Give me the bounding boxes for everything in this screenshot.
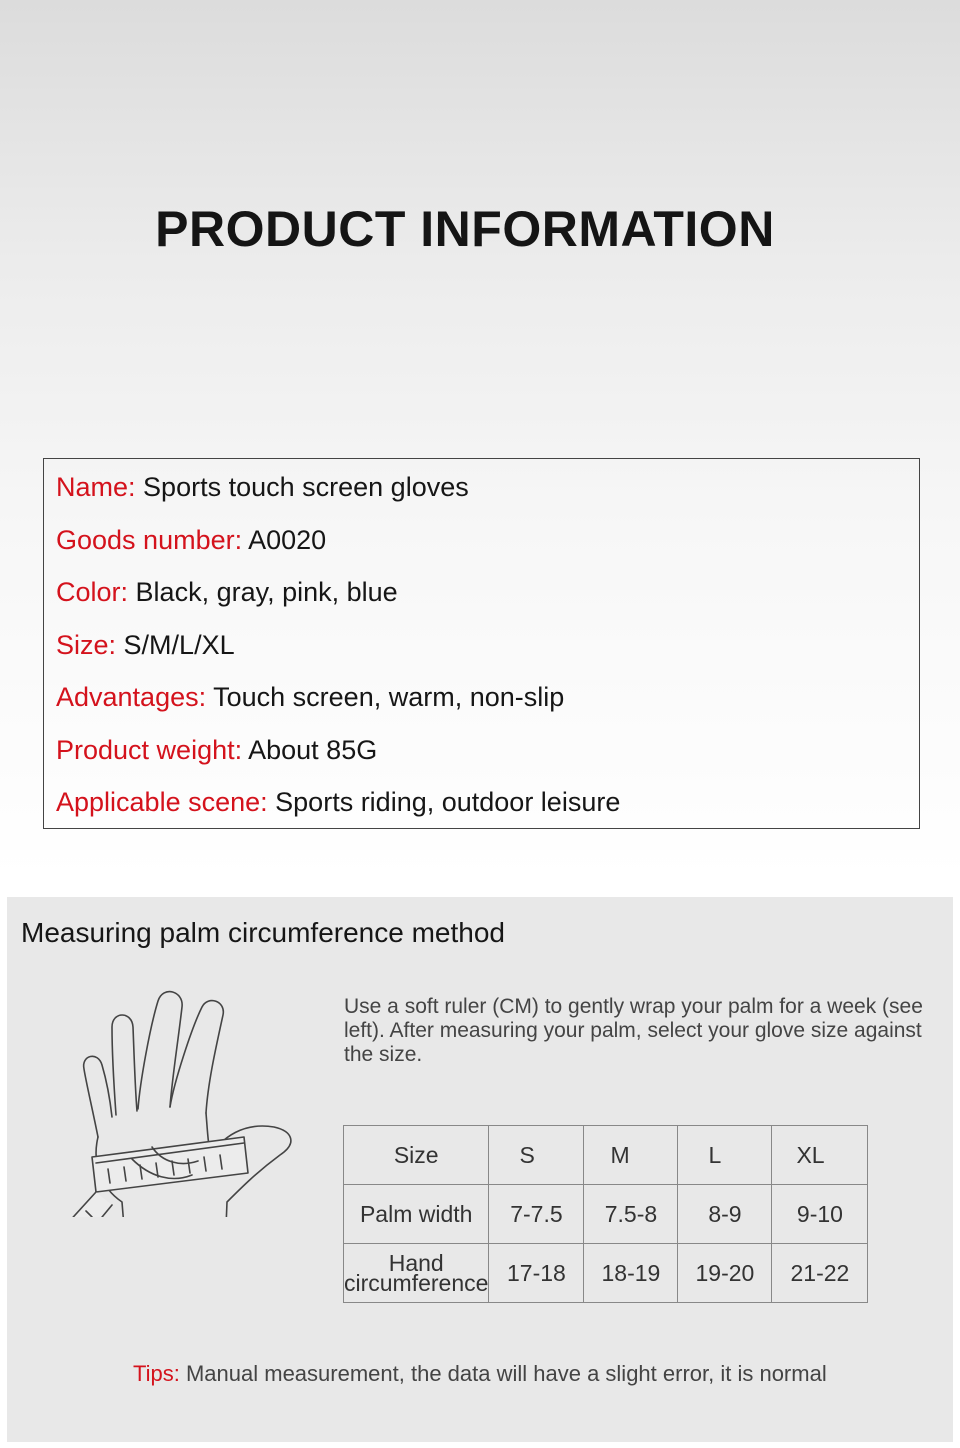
tips-text: Manual measurement, the data will have a slight error, it is normal <box>179 1361 827 1386</box>
info-row-scene <box>44 786 919 839</box>
info-key: Size: <box>56 629 117 660</box>
label-line: Hand <box>388 1250 444 1276</box>
table-cell: 8-9 <box>678 1185 772 1244</box>
info-row-goods-number <box>44 524 919 577</box>
info-row-size <box>44 629 919 682</box>
info-key: Name: <box>56 472 136 502</box>
table-row-label <box>344 1244 489 1303</box>
measure-description: Use a soft ruler (CM) to gently wrap your palm for a week (see left). After measuring your palm, select your glove size against the size. <box>344 995 923 1066</box>
table-cell: 21-22 <box>772 1244 868 1303</box>
table-header-cell: S <box>489 1126 584 1185</box>
info-value: About 85G <box>248 734 378 765</box>
size-table <box>343 1125 868 1303</box>
table-cell: 18-19 <box>584 1244 678 1303</box>
table-cell: 7.5-8 <box>584 1185 678 1244</box>
table-header-cell: Size <box>344 1126 489 1185</box>
table-row <box>344 1244 868 1303</box>
info-row-weight <box>44 734 919 787</box>
table-header-cell: M <box>584 1126 678 1185</box>
hand-measure-icon <box>12 987 322 1217</box>
info-row-name <box>44 471 919 524</box>
measure-title: Measuring palm circumference method <box>21 917 505 948</box>
info-key: Product weight: <box>56 734 243 765</box>
measure-panel <box>7 897 953 1442</box>
table-cell: 9-10 <box>772 1185 868 1244</box>
table-header-cell: L <box>678 1126 772 1185</box>
tips-line <box>133 1361 827 1387</box>
product-info-box <box>43 458 920 829</box>
page-title: PRODUCT INFORMATION <box>155 201 775 257</box>
table-header-cell: XL <box>772 1126 868 1185</box>
info-row-color <box>44 576 919 629</box>
info-value: Touch screen, warm, non-slip <box>213 682 565 712</box>
table-header-row <box>344 1126 868 1185</box>
table-row <box>344 1185 868 1244</box>
info-value: Sports riding, outdoor leisure <box>275 787 621 817</box>
info-value: Sports touch screen gloves <box>143 472 469 502</box>
info-key: Color: <box>56 577 129 607</box>
info-key: Goods number: <box>56 524 243 555</box>
table-cell: 17-18 <box>489 1244 584 1303</box>
info-value: Black, gray, pink, blue <box>135 577 398 607</box>
info-row-advantages <box>44 681 919 734</box>
info-key: Advantages: <box>56 682 207 712</box>
info-value: S/M/L/XL <box>123 629 235 660</box>
info-value: A0020 <box>248 524 327 555</box>
table-cell: 7-7.5 <box>489 1185 584 1244</box>
tips-key: Tips: <box>133 1361 180 1386</box>
table-row-label: Palm width <box>344 1185 489 1244</box>
label-line: circumference <box>344 1270 489 1296</box>
table-cell: 19-20 <box>678 1244 772 1303</box>
info-key: Applicable scene: <box>56 787 268 817</box>
